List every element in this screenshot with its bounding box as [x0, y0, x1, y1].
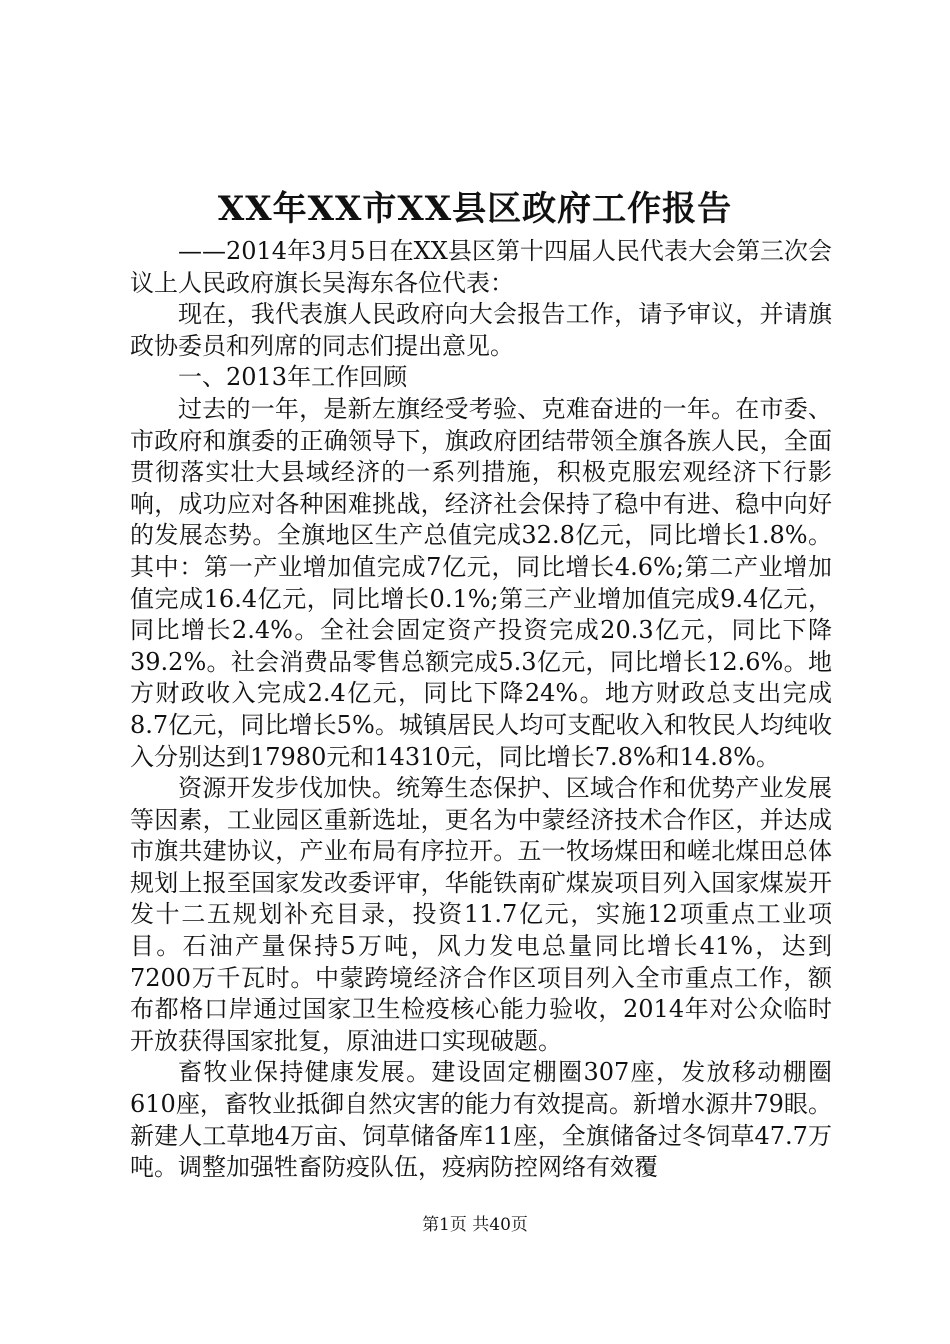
paragraph-resources: 资源开发步伐加快。统筹生态保护、区域合作和优势产业发展等因素，工业园区重新选址，更名为中蒙经济技术合作区，并达成市旗共建协议，产业布局有序拉开。五一牧场煤田和嵯北煤田总体规划上报至国家发改委评审，华能铁南矿煤炭项目列入国家煤炭开发十二五规划补充目录，投资11.7亿元，实施12项重点工业项目。石油产量保持5万吨，风力发电总量同比增长41%，达到7200万千瓦时。中蒙跨境经济合作区项目列入全市重点工作，额布都格口岸通过国家卫生检疫核心能力验收，2014年对公众临时开放获得国家批复，原油进口实现破题。	[130, 774, 832, 1055]
document-body	[130, 236, 832, 1184]
paragraph-review: 过去的一年，是新左旗经受考验、克难奋进的一年。在市委、市政府和旗委的正确领导下，旗政府团结带领全旗各族人民，全面贯彻落实壮大县域经济的一系列措施，积极克服宏观经济下行影响，成功应对各种困难挑战，经济社会保持了稳中有进、稳中向好的发展态势。全旗地区生产总值完成32.8亿元，同比增长1.8%。其中：第一产业增加值完成7亿元，同比增长4.6%;第二产业增加值完成16.4亿元，同比增长0.1%;第三产业增加值完成9.4亿元，同比增长2.4%。全社会固定资产投资完成20.3亿元，同比下降39.2%。社会消费品零售总额完成5.3亿元，同比增长12.6%。地方财政收入完成2.4亿元，同比下降24%。地方财政总支出完成8.7亿元，同比增长5%。城镇居民人均可支配收入和牧民人均纯收入分别达到17980元和14310元，同比增长7.8%和14.8%。	[130, 394, 832, 771]
section-heading: 一、2013年工作回顾	[178, 363, 408, 392]
paragraph-livestock: 畜牧业保持健康发展。建设固定棚圈307座，发放移动棚圈610座，畜牧业抵御自然灾害的能力有效提高。新增水源井79眼。新建人工草地4万亩、饲草储备库11座，全旗储备过冬饲草47.7万吨。调整加强牲畜防疫队伍，疫病防控网络有效覆	[130, 1058, 832, 1182]
paragraph-subtitle: ——2014年3月5日在XX县区第十四届人民代表大会第三次会议上人民政府旗长吴海东各位代表：	[130, 237, 832, 297]
document-title: XX年XX市XX县区政府工作报告	[217, 189, 733, 229]
page-number: 第1页 共40页	[422, 1215, 528, 1235]
paragraph-intro: 现在，我代表旗人民政府向大会报告工作，请予审议，并请旗政协委员和列席的同志们提出意见。	[130, 300, 832, 360]
